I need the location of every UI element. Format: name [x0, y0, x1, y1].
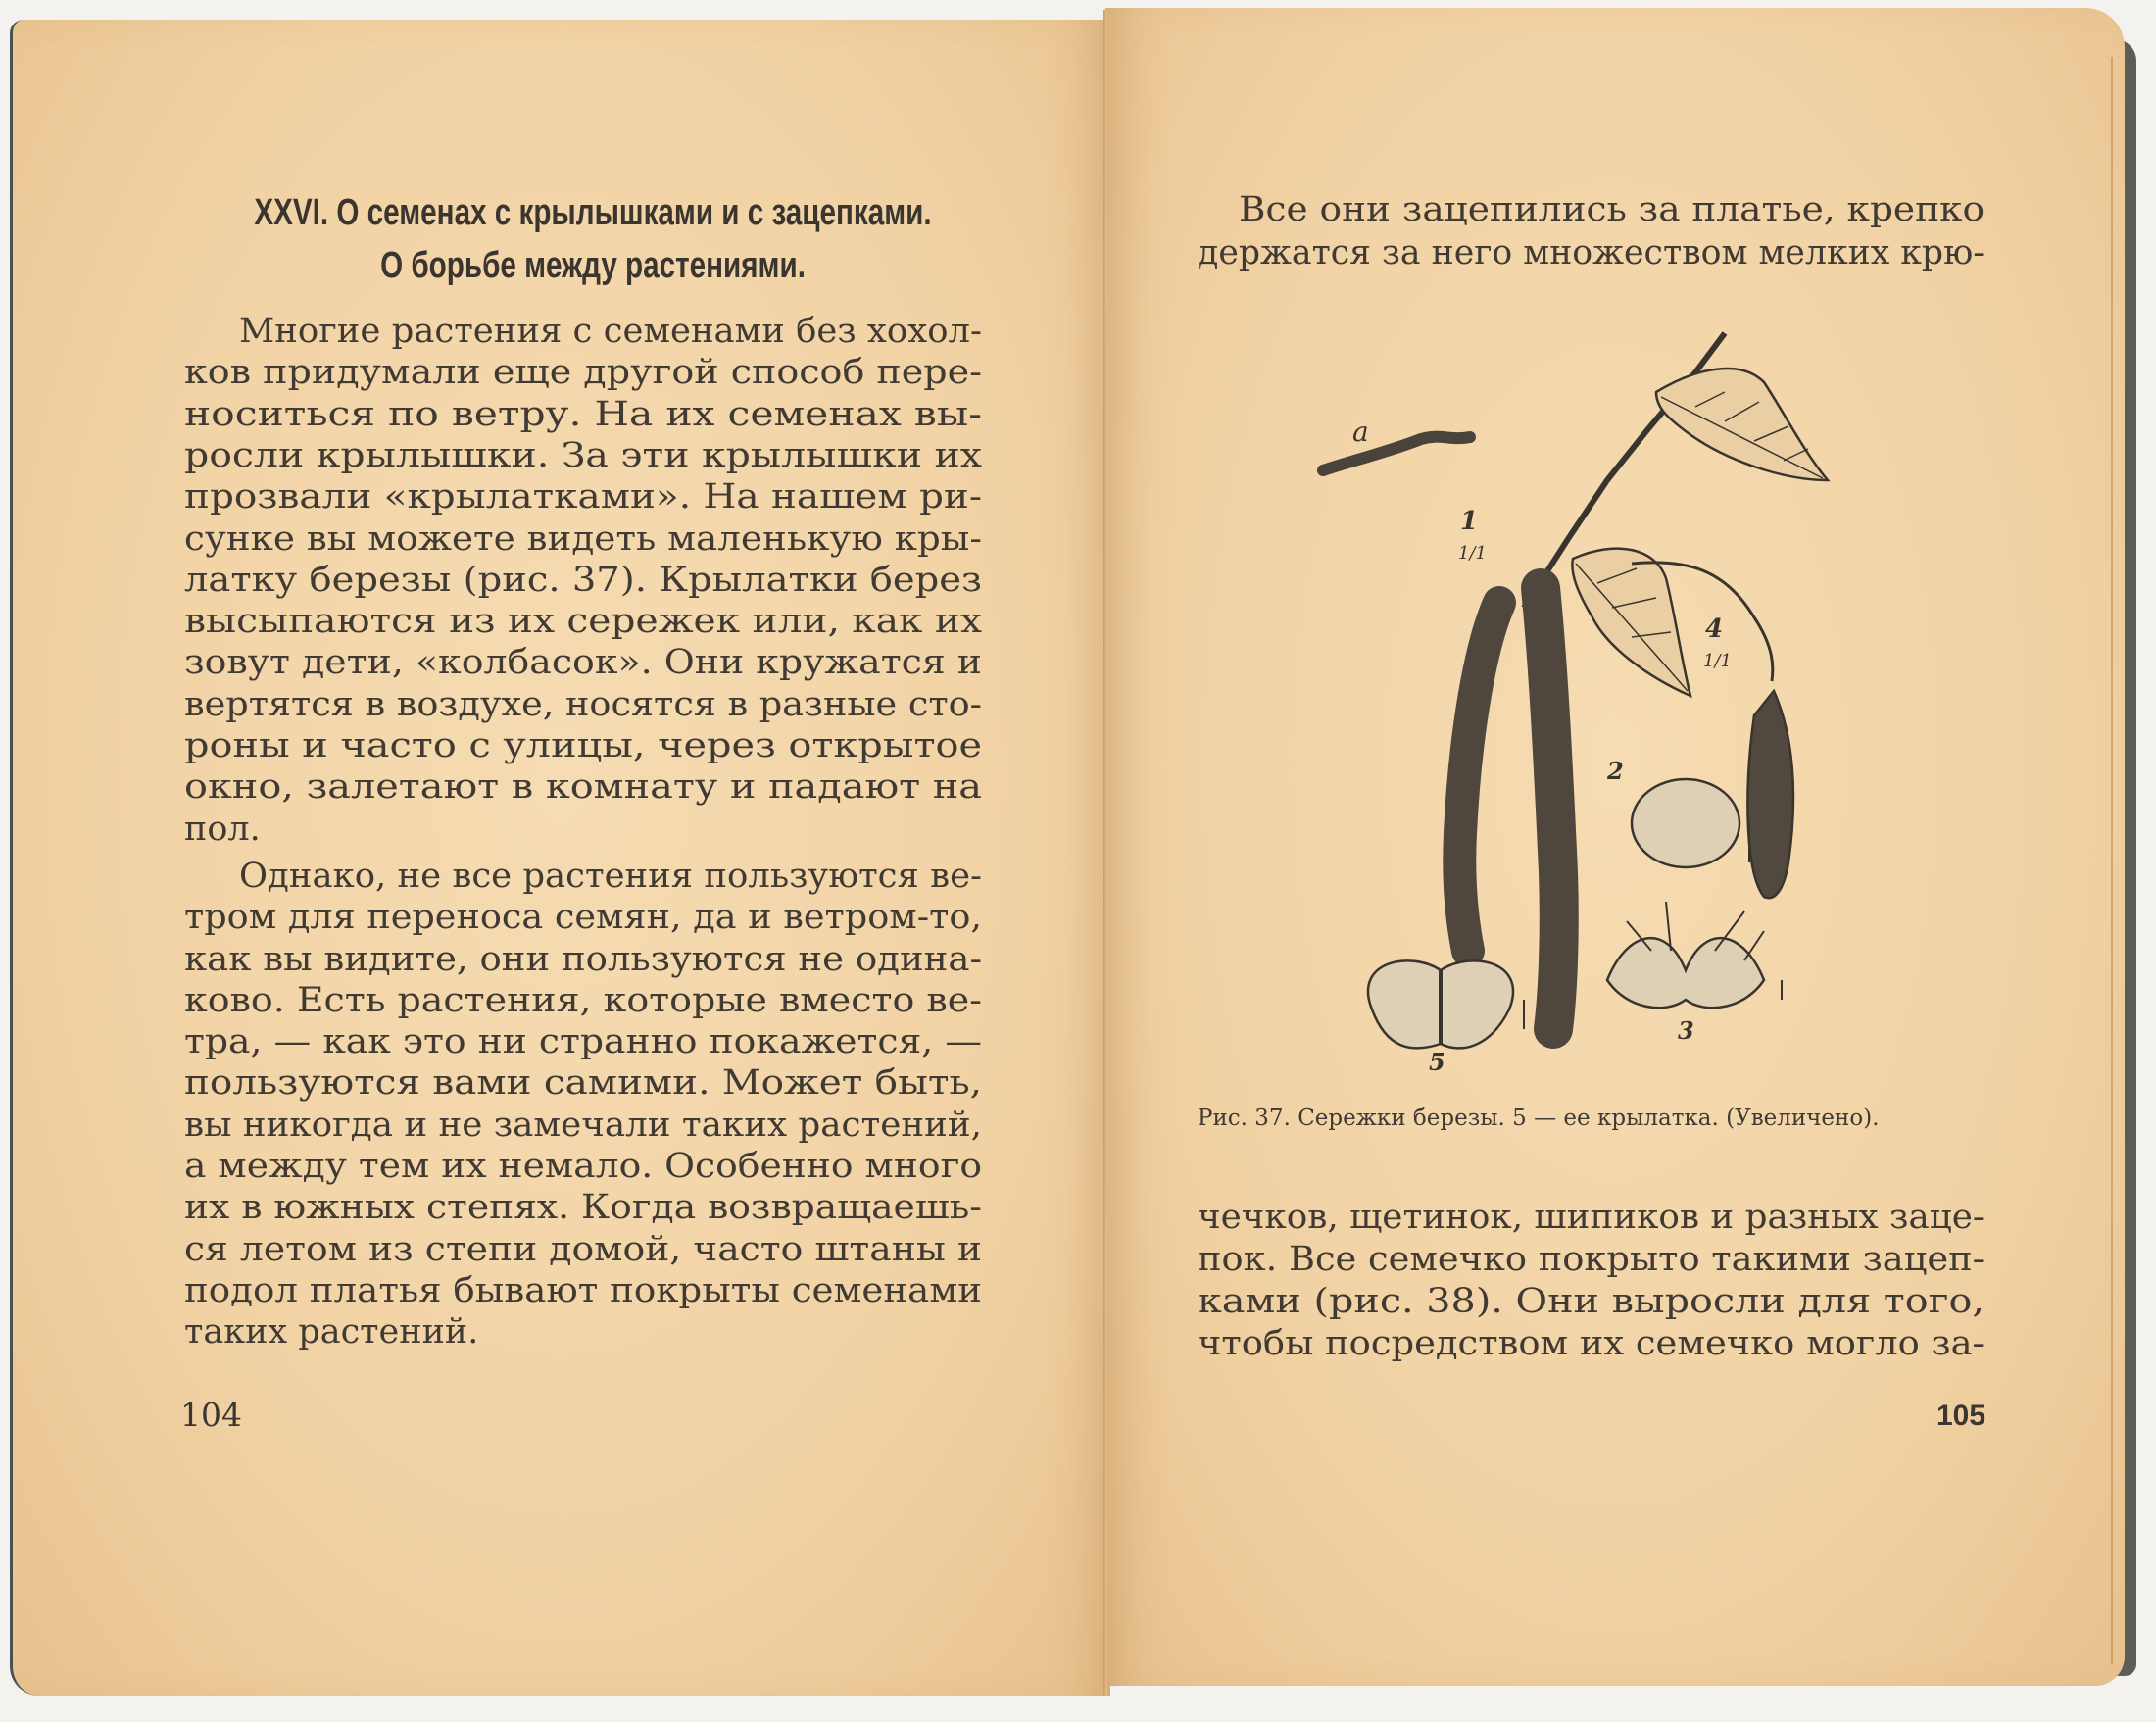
body-line: ков придумали еще другой способ пере-: [184, 353, 982, 393]
body-line: их в южных степях. Когда возвращаешь-: [184, 1188, 982, 1228]
figure-label-5: 5: [1429, 1048, 1446, 1076]
body-line: вертятся в воздухе, носятся в разные сто-: [184, 684, 982, 724]
figure-label-2: 2: [1607, 757, 1624, 785]
body-line: ково. Есть растения, которые вместо ве-: [184, 980, 983, 1020]
catkin-1-left: [1459, 603, 1499, 951]
body-line: латку березы (рис. 37). Крылатки берез: [184, 560, 982, 600]
body-line: тра, — как это ни странно покажется, —: [184, 1022, 982, 1062]
catkin-a: [1323, 437, 1470, 470]
body-line: подол платья бывают покрыты семенами: [184, 1270, 982, 1310]
chapter-heading-line-2: О борьбе между растениями.: [380, 245, 806, 286]
page-number-left: 104: [180, 1396, 242, 1434]
body-line: чечков, щетинок, шипиков и разных заце-: [1198, 1198, 1984, 1237]
body-line: Все они зацепились за платье, крепко: [1239, 190, 1984, 229]
body-line: таких растений.: [184, 1312, 479, 1353]
body-line: окно, залетают в комнату и падают на: [184, 767, 982, 808]
figure-label-a: a: [1352, 416, 1369, 448]
seed-2: [1632, 779, 1740, 867]
body-line: роны и часто с улицы, через открытое: [184, 726, 982, 765]
body-line: как вы видите, они пользуются не одина-: [184, 939, 982, 979]
body-line: пол.: [184, 809, 261, 849]
chapter-heading-line-1: XXVI. О семенах с крылышками и с зацепками.: [254, 192, 932, 233]
body-line: пок. Все семечко покрыто такими зацеп-: [1198, 1240, 1984, 1279]
body-line: высыпаются из их сережек или, как их: [184, 602, 982, 642]
body-line: зовут дети, «колбасок». Они кружатся и: [184, 643, 982, 683]
body-line: сунке вы можете видеть маленькую кры-: [184, 518, 982, 559]
figure-label-4-scale: 1/1: [1703, 651, 1732, 671]
catkin-4: [1747, 691, 1793, 898]
body-line: тром для переноса семян, да и ветром-то,: [184, 898, 982, 938]
figure-label-1-scale: 1/1: [1458, 543, 1487, 564]
body-line: Многие растения с семенами без хохол-: [239, 312, 982, 351]
figure-caption: Рис. 37. Сережки березы. 5 — ее крылатка. (Увеличено).: [1198, 1106, 1880, 1131]
body-line: носиться по ветру. На их семенах вы-: [184, 394, 982, 434]
book-gutter: [1103, 10, 1107, 1696]
page-number-right: 105: [1936, 1400, 1986, 1432]
body-line: прозвали «крылатками». На нашем ри-: [184, 477, 982, 517]
body-line: вы никогда и не замечали таких растений,: [184, 1105, 982, 1145]
birch-catkin-illustration: [1313, 323, 1862, 1088]
body-line: ками (рис. 38). Они выросли для того,: [1198, 1282, 1984, 1321]
leaf-top: [1656, 369, 1828, 480]
body-line: а между тем их немало. Особенно много: [184, 1147, 982, 1186]
body-line: росли крылышки. За эти крылышки их: [184, 435, 983, 475]
figure-label-3: 3: [1678, 1016, 1694, 1045]
catkin-1-right: [1541, 588, 1559, 1029]
figure-label-4: 4: [1705, 615, 1724, 644]
body-line: ся летом из степи домой, часто штаны и: [184, 1229, 982, 1269]
body-line: пользуются вами самими. Может быть,: [184, 1063, 982, 1104]
body-line: держатся за него множеством мелких крю-: [1198, 233, 1984, 272]
body-line: Однако, не все растения пользуются ве-: [239, 856, 983, 896]
figure-label-1: 1: [1460, 507, 1479, 536]
body-line: чтобы посредством их семечко могло за-: [1198, 1324, 1984, 1363]
seed-3: [1607, 938, 1764, 1008]
